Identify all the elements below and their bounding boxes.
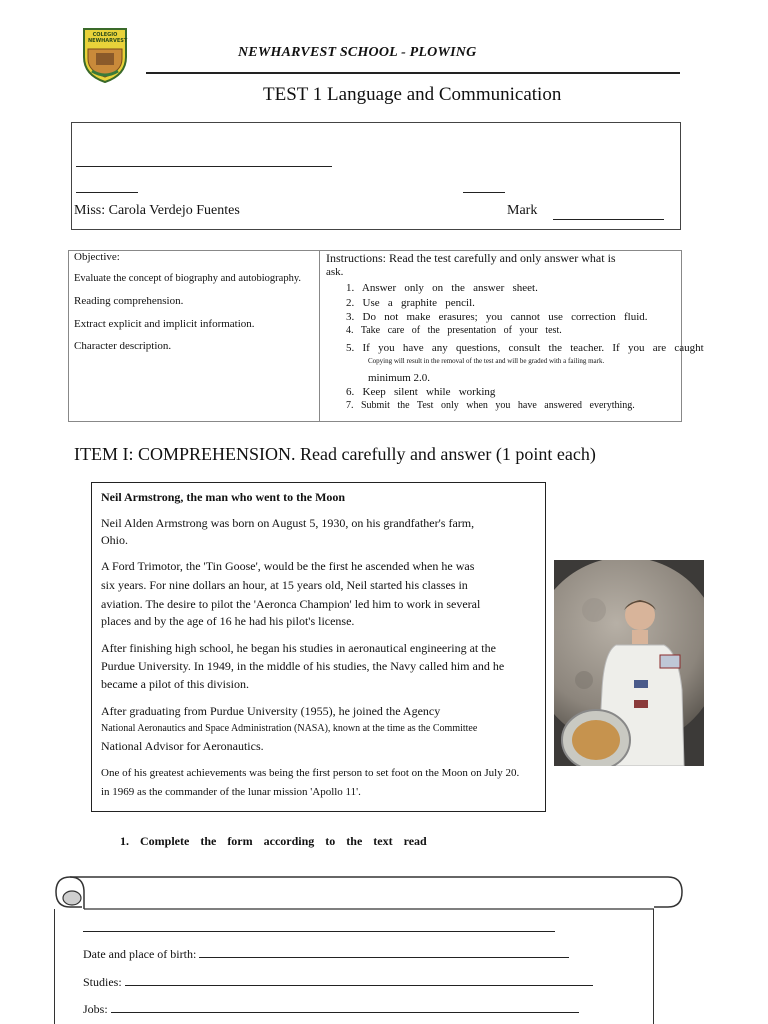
passage-line: Neil Alden Armstrong was born on August 5, 1930, on his grandfather's farm, — [101, 516, 475, 530]
score-line[interactable] — [463, 192, 505, 193]
passage-line: in 1969 as the commander of the lunar mission 'Apollo 11'. — [101, 786, 361, 798]
jobs-label: Jobs: — [83, 1002, 108, 1016]
biography-form — [54, 909, 654, 1024]
passage-line: became a pilot of this division. — [101, 677, 249, 691]
studies-answer-line[interactable] — [125, 985, 593, 986]
objective-item: Extract explicit and implicit information. — [74, 318, 255, 330]
objective-title: Objective: — [74, 251, 120, 263]
passage-line: six years. For nine dollars an hour, at 15 years old, Neil started his classes in — [101, 578, 468, 592]
passage-line: Ohio. — [101, 533, 128, 547]
scroll-banner — [54, 876, 684, 910]
instruction-item: 5. If you have any questions, consult the teacher. If you are caught — [346, 342, 704, 354]
mark-label: Mark — [507, 203, 538, 218]
passage-line: After graduating from Purdue University (1955), he joined the Agency — [101, 704, 441, 718]
date-line[interactable] — [76, 192, 138, 193]
instruction-item: minimum 2.0. — [368, 372, 431, 384]
test-title: TEST 1 Language and Communication — [263, 84, 562, 105]
astronaut-photo — [554, 560, 704, 766]
question-1-label: 1. Complete the form according to the text read — [120, 834, 427, 848]
passage-line: Purdue University. In 1949, in the middle of his studies, the Navy called him and he — [101, 659, 505, 673]
passage-line: National Advisor for Aeronautics. — [101, 739, 264, 753]
reading-passage — [91, 482, 546, 812]
passage-line: aviation. The desire to pilot the 'Aeronca Champion' led him to work in several — [101, 597, 481, 611]
name-answer-line[interactable] — [83, 931, 555, 932]
box-divider — [319, 250, 320, 422]
birth-answer-line[interactable] — [199, 957, 569, 958]
instruction-item: 4. Take care of the presentation of your test. — [346, 325, 562, 336]
instruction-item: 7. Submit the Test only when you have answered everything. — [346, 400, 635, 411]
jobs-field — [83, 1002, 579, 1017]
objective-section — [74, 251, 314, 352]
school-name: NEWHARVEST SCHOOL - PLOWING — [238, 45, 477, 60]
jobs-answer-line[interactable] — [111, 1012, 579, 1013]
mark-line[interactable] — [553, 219, 664, 220]
instruction-item: 2. Use a graphite pencil. — [346, 297, 475, 309]
instruction-item: 1. Answer only on the answer sheet. — [346, 282, 538, 294]
birth-field — [83, 947, 569, 962]
header-rule — [146, 72, 680, 74]
objective-item: Evaluate the concept of biography and autobiography. — [74, 273, 302, 284]
passage-line: A Ford Trimotor, the 'Tin Goose', would be the first he ascended when he was — [101, 559, 475, 573]
studies-label: Studies: — [83, 975, 122, 989]
instruction-item: 3. Do not make erasures; you cannot use correction fluid. — [346, 311, 648, 323]
instructions-title: Instructions: Read the test carefully and only answer what is — [326, 251, 616, 265]
birth-label: Date and place of birth: — [83, 947, 197, 961]
objective-item: Reading comprehension. — [74, 295, 184, 307]
passage-line: After finishing high school, he began his studies in aeronautical engineering at the — [101, 641, 496, 655]
instructions-title-cont: ask. — [326, 266, 344, 278]
passage-line: One of his greatest achievements was being the first person to set foot on the Moon on July 20. — [101, 767, 520, 779]
passage-title: Neil Armstrong, the man who went to the Moon — [101, 490, 346, 504]
student-info-box — [71, 122, 681, 230]
passage-line: National Aeronautics and Space Administration (NASA), known at the time as the Committee — [101, 723, 478, 734]
name-line[interactable] — [76, 166, 332, 167]
logo-text: COLEGIO NEWHARVEST — [88, 32, 128, 44]
passage-line: places and by the age of 16 he had his pilot's license. — [101, 614, 355, 628]
teacher-name: Miss: Carola Verdejo Fuentes — [74, 203, 240, 218]
instructions-section — [326, 251, 768, 411]
instruction-item-small: Copying will result in the removal of the test and will be graded with a failing mark. — [368, 357, 605, 365]
objective-item: Character description. — [74, 340, 172, 352]
studies-field — [83, 975, 593, 990]
instruction-item: 6. Keep silent while working — [346, 386, 496, 398]
item1-heading: ITEM I: COMPREHENSION. Read carefully and answer (1 point each) — [74, 444, 596, 464]
school-logo — [82, 27, 128, 83]
